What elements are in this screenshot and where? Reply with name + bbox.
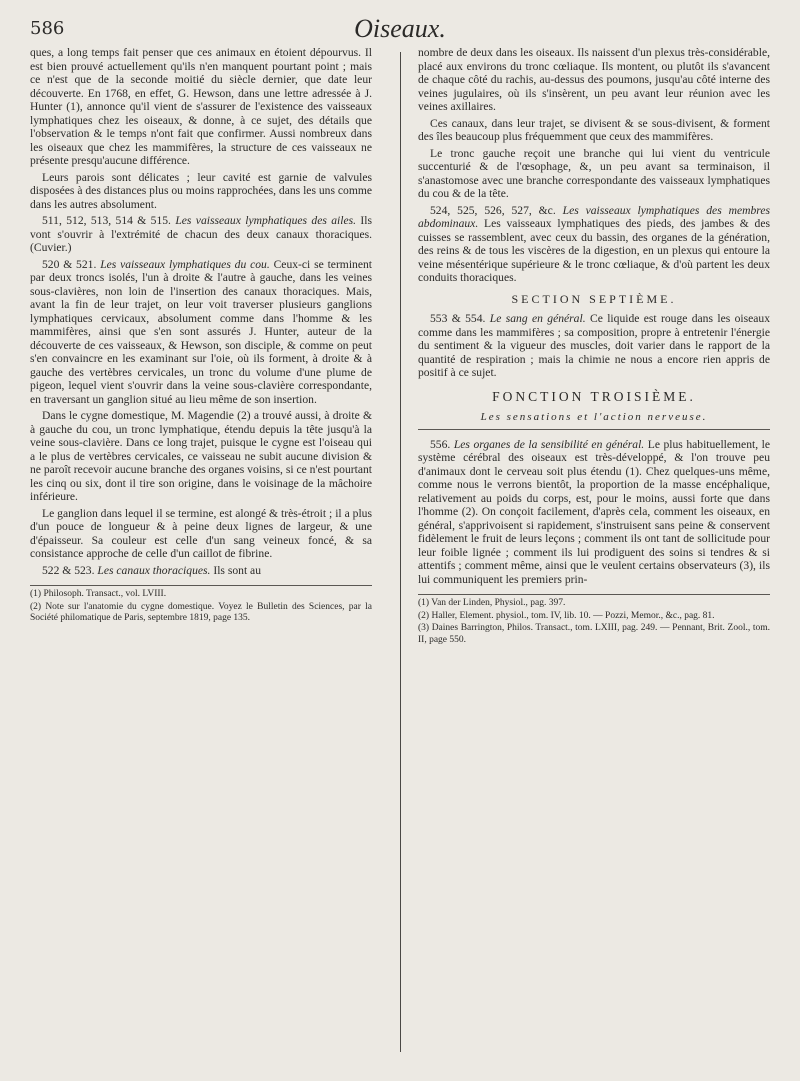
footnote: (3) Daines Barrington, Philos. Transact., tom. LXIII, pag. 249. — Pennant, Brit. Zool., tom. II, page 550. [418, 623, 770, 645]
paragraph-text: Le plus habituellement, le système cérébral des oiseaux est très-développé, & l'on trouve peu d'animaux dont le cerveau soit plus étendu (1). Chez quelques-uns même, comme nous le verrons bientôt, la proportion de la masse encéphalique, relativement au poids du corps, est, pour le moins, aussi forte que dans l'homme (2). On conçoit facilement, d'après cela, comment les oiseaux, en général, s'apprivoisent si rapidement, s'instruisent sans peine & conservent fidèlement le fruit de leurs leçons ; comment ils ont tant de sollicitude pour leur foible lignée ; comment ils lui prodiguent des soins si tendres & si attentifs ; comment même, ainsi que le veulent certains observateurs (3), ils lui communiquent les premiers prin- [418, 437, 771, 586]
paragraph-canaux [30, 564, 372, 578]
paragraph: nombre de deux dans les oiseaux. Ils naissent d'un plexus très-considérable, placé aux environs du tronc cœliaque. Ils montent, ou plutôt ils s'avancent de chaque côté du rachis, au-dessus des poumons, jusqu'au côté interne des veines jugulaires, où ils s'insèrent, un peu avant leur réunion avec les veines axillaires. [418, 46, 770, 113]
paragraph-number: 522 & 523. [42, 563, 95, 577]
footnotes-left [30, 585, 372, 625]
right-column [418, 46, 770, 647]
footnote: (2) Haller, Element. physiol., tom. IV, lib. 10. — Pozzi, Memor., &c., pag. 81. [418, 610, 715, 621]
paragraph-membres [418, 204, 770, 285]
column-divider [400, 52, 401, 1052]
paragraph: Le ganglion dans lequel il se termine, est alongé & très-étroit ; il a plus d'un pouce de longueur & à peine deux lignes de largeur, & une d'épaisseur. Sa couleur est celle d'un sang veineux foncé, & sa consistance approche de celle d'un caillot de fibrine. [30, 506, 372, 560]
footnote: (2) Note sur l'anatomie du cygne domestique. Voyez le Bulletin des Sciences, par la Société philomatique de Paris, septembre 1819, page 135. [30, 601, 372, 623]
paragraph-number: 524, 525, 526, 527, &c. [430, 203, 556, 217]
footnote: (1) Philosoph. Transact., vol. LVIII. [30, 589, 167, 599]
paragraph: Dans le cygne domestique, M. Magendie (2) a trouvé aussi, à droite & à gauche du cou, un tronc lymphatique, étendu depuis la tête jusqu'à la veine sous-clavière. Dans ce long trajet, puisque le cygne est l'oiseau qui a le plus de vertèbres cervicales, ce vaisseau ne subit aucune division & ne paroît recevoir aucune branche des organes voisins, si ce n'est pourtant les cinq ou six, dont il tire son origine, dans le voisinage de la mâchoire inférieure. [30, 409, 372, 503]
footnotes-right [418, 594, 770, 646]
paragraph-title: Le sang en général. [489, 312, 586, 325]
left-column [30, 46, 372, 626]
paragraph-text: Ce liquide est rouge dans les oiseaux comme dans les mammifères ; sa composition, propre à entretenir l'énergie du sentiment & la vigueur des muscles, doit varier dans le rapport de la quantité de respiration ; mais la chimie ne nous a encore rien appris de positif à ce sujet. [418, 312, 771, 379]
paragraph-text: Ils vont s'ouvrir à l'extrémité de chacun des deux canaux thoraciques. (Cuvier.) [30, 214, 372, 254]
paragraph-title: Les canaux thoraciques. [97, 563, 211, 577]
paragraph: Leurs parois sont délicates ; leur cavité est garnie de valvules disposées à des distances plus ou moins rapprochées, dans les uns comme dans les autres absolument. [30, 170, 372, 211]
paragraph-number: 511, 512, 513, 514 & 515. [42, 214, 171, 227]
subsection-heading: Les sensations et l'action nerveuse. [418, 411, 770, 430]
paragraph-number: 520 & 521. [42, 257, 97, 271]
paragraph-text: Ceux-ci se terminent par deux troncs isolés, l'un à droite & l'autre à gauche, dans les veines sous-clavières, non loin de l'insertion des canaux thoraciques. Mais, avant la fin de leur trajet, on leur voit traverser plusieurs ganglions lymphatiques cervicaux, absolument comme dans l'homme & les mammifères, ainsi que s'en sont assurés J. Hunter, auteur de la découverte de ces vaisseaux, & Hewson, son disciple, & comme on peut s'en convaincre en les examinant sur l'oie, où ils forment, à droite & à gauche des vertèbres cervicales, un tronc du volume d'une plume de pigeon, lequel vient s'ouvrir dans la veine sous-clavière correspondante, en traversant un ganglion situé au lieu même de son insertion. [30, 257, 372, 406]
paragraph-ailes [30, 214, 372, 255]
paragraph-sensibilite [418, 438, 770, 587]
paragraph-text: Les vaisseaux lymphatiques des pieds, des jambes & des cuisses se rassemblent, avec ceux du bassin, des organes de la génération, des reins & de tous les viscères de la digestion, en un plexus qui entoure la veine mésentérique supérieure & le tronc cœliaque, & d'où partent les deux conduits thoraciques. [418, 217, 771, 284]
paragraph-cou [30, 258, 372, 407]
page-number: 586 [30, 18, 65, 39]
paragraph: ques, a long temps fait penser que ces animaux en étoient dépourvus. Il est bien prouvé actuellement qu'ils n'en manquent pourtant point ; mais ce n'est que de la seconde moitié du siècle dernier, que date leur découverte. En 1768, en effet, G. Hewson, dans une lettre adressée à J. Hunter (1), annonce qu'il vient de s'assurer de l'existence des vaisseaux lymphatiques chez les oiseaux, & donne, à ce sujet, des détails que l'observation & le temps n'ont fait que confirmer. Aussi nombreux dans les oiseaux que chez les mammifères, la structure de ces vaisseaux ne présente presqu'aucune différence. [30, 46, 372, 167]
paragraph-number: 556. [430, 437, 451, 451]
paragraph-title: Les vaisseaux lymphatiques du cou. [100, 257, 270, 271]
paragraph-sang [418, 312, 770, 380]
section-heading: SECTION SEPTIÈME. [511, 291, 677, 306]
paragraph-title: Les organes de la sensibilité en général. [453, 437, 645, 451]
paragraph-title: Les vaisseaux lymphatiques des membres abdominaux. [418, 203, 771, 230]
paragraph: Ces canaux, dans leur trajet, se divisent & se sous-divisent, & forment des îles beaucoup plus fréquemment que ceux des mammifères. [418, 116, 770, 143]
function-heading: FONCTION TROISIÈME. [492, 388, 696, 404]
paragraph: Le tronc gauche reçoit une branche qui lui vient du ventricule succenturié & de l'œsophage, &, un peu avant sa terminaison, il s'anastomose avec une branche correspondante des vaisseaux lymphatiques du cou & de la tête. [418, 146, 770, 200]
paragraph-text: Ils sont au [213, 563, 262, 577]
footnote: (1) Van der Linden, Physiol., pag. 397. [418, 598, 566, 608]
paragraph-title: Les vaisseaux lymphatiques des ailes. [175, 214, 357, 227]
running-head: Oiseaux. [354, 14, 446, 43]
paragraph-number: 553 & 554. [430, 312, 486, 325]
